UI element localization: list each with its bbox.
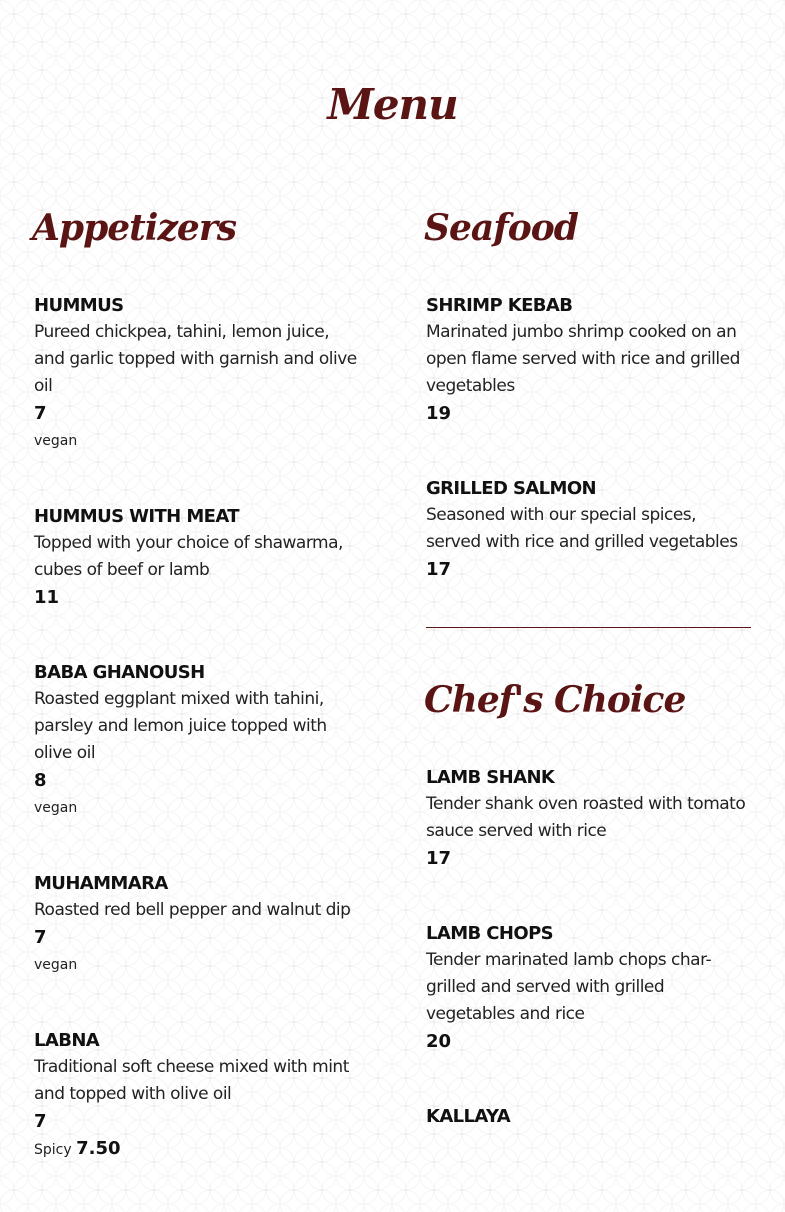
- item-description: Pureed chickpea, tahini, lemon juice, and garlic topped with garnish and olive oil: [34, 322, 357, 396]
- menu-item-shrimp-kebab: [426, 292, 751, 427]
- item-price: 7: [34, 927, 47, 948]
- item-variant-spicy: [34, 1135, 364, 1164]
- section-divider: [426, 627, 751, 628]
- item-name: KALLAYA: [426, 1106, 511, 1127]
- item-tag-vegan: vegan: [34, 800, 78, 816]
- item-description: Seasoned with our special spices, served with rice and grilled vegetables: [426, 505, 738, 552]
- item-name: HUMMUS WITH MEAT: [34, 506, 239, 527]
- item-price: 11: [34, 587, 60, 608]
- menu-item-kallaya: [426, 1103, 751, 1130]
- item-description: Traditional soft cheese mixed with mint and topped with olive oil: [34, 1057, 349, 1104]
- menu-item-grilled-salmon: [426, 475, 751, 583]
- item-name: LAMB CHOPS: [426, 923, 554, 944]
- variant-price: 7.50: [76, 1138, 121, 1159]
- menu-item-hummus: [34, 292, 364, 455]
- seafood-column: [426, 200, 751, 1178]
- menu-item-muhammara: [34, 870, 364, 979]
- item-price: 7: [34, 1111, 47, 1132]
- item-name: LABNA: [34, 1030, 100, 1051]
- menu-item-baba-ghanoush: [34, 659, 364, 822]
- item-price: 20: [426, 1031, 452, 1052]
- item-description: Roasted eggplant mixed with tahini, parsley and lemon juice topped with olive oil: [34, 689, 327, 763]
- item-tag-vegan: vegan: [34, 957, 78, 973]
- seafood-heading: Seafood: [424, 207, 578, 249]
- appetizers-column: [34, 200, 364, 1212]
- variant-label: Spicy: [34, 1142, 72, 1158]
- item-description: Tender shank oven roasted with tomato sauce served with rice: [426, 794, 746, 841]
- item-name: LAMB SHANK: [426, 767, 555, 788]
- item-name: SHRIMP KEBAB: [426, 295, 573, 316]
- menu-item-lamb-shank: [426, 764, 751, 872]
- item-tag-vegan: vegan: [34, 433, 78, 449]
- item-name: HUMMUS: [34, 295, 124, 316]
- item-description: Roasted red bell pepper and walnut dip: [34, 900, 351, 920]
- item-name: BABA GHANOUSH: [34, 662, 205, 683]
- menu-item-hummus-with-meat: [34, 503, 364, 611]
- item-price: 17: [426, 559, 452, 580]
- item-price: 7: [34, 403, 47, 424]
- chefs-choice-heading: Chef's Choice: [424, 679, 686, 721]
- item-name: MUHAMMARA: [34, 873, 168, 894]
- item-description: Marinated jumbo shrimp cooked on an open flame served with rice and grilled vegetables: [426, 322, 740, 396]
- item-price: 17: [426, 848, 452, 869]
- menu-item-lamb-chops: [426, 920, 751, 1055]
- item-description: Topped with your choice of shawarma, cubes of beef or lamb: [34, 533, 343, 580]
- item-name: GRILLED SALMON: [426, 478, 597, 499]
- menu-title: Menu: [327, 80, 458, 129]
- item-price: 19: [426, 403, 452, 424]
- menu-item-labna: [34, 1027, 364, 1164]
- item-description: Tender marinated lamb chops char-grilled and served with grilled vegetables and rice: [426, 950, 712, 1024]
- appetizers-heading: Appetizers: [32, 207, 237, 249]
- item-price: 8: [34, 770, 47, 791]
